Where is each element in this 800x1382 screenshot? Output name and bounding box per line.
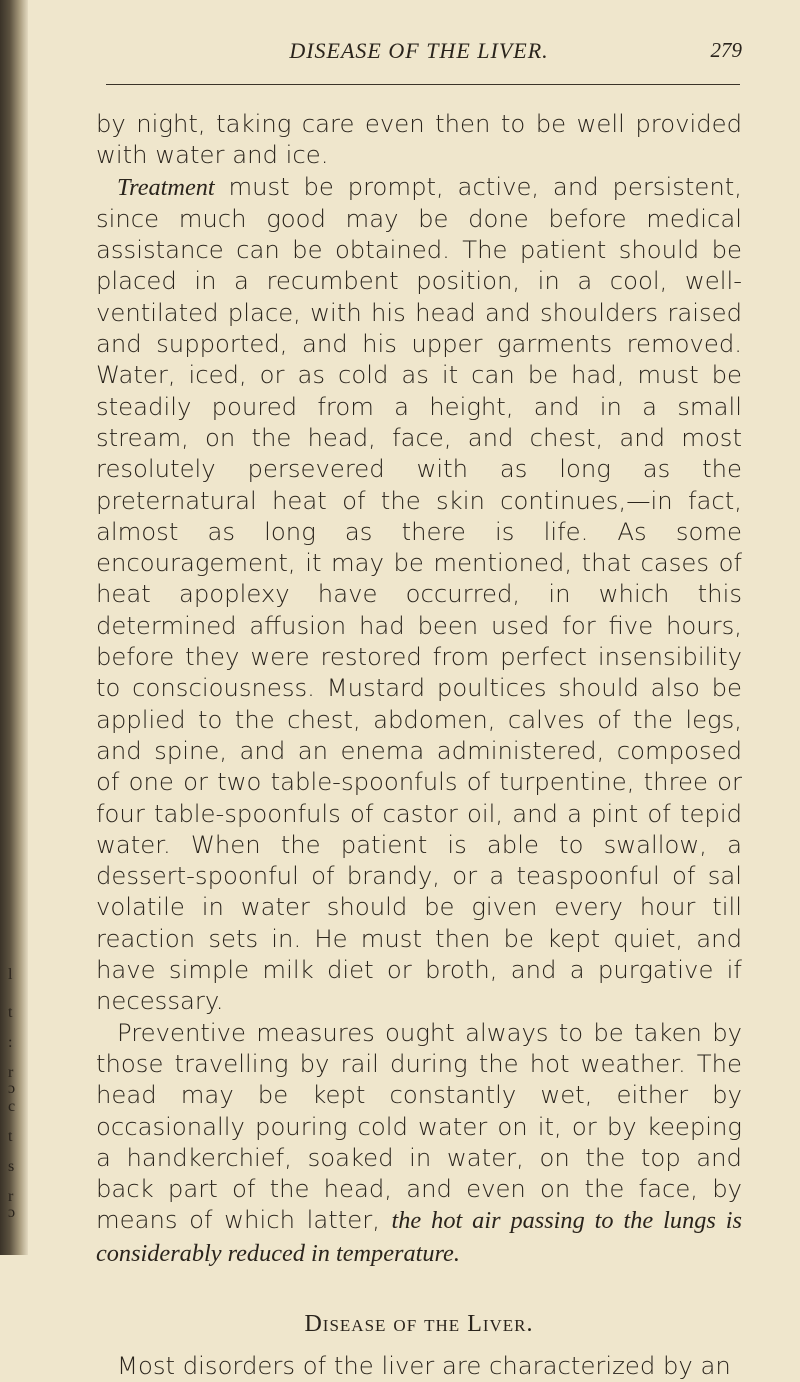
page-number: 279 — [710, 38, 742, 62]
paragraph-text: by night, taking care even then to be well provided with water and ice. — [96, 109, 742, 170]
running-head: DISEASE OF THE LIVER. — [289, 38, 549, 63]
section-heading: Disease of the Liver. — [304, 1310, 534, 1337]
italic-lead: Treatment — [117, 173, 215, 201]
book-page — [96, 38, 742, 1382]
gutter-mark: l — [8, 966, 13, 983]
gutter-mark: : — [8, 1034, 13, 1051]
paragraph — [96, 108, 742, 171]
gutter-mark: s — [8, 1158, 15, 1175]
body-text — [96, 108, 742, 1382]
gutter-mark: t — [8, 1128, 13, 1145]
book-binding-gutter — [0, 0, 28, 1255]
gutter-mark: r — [8, 1064, 14, 1081]
gutter-mark: r — [8, 1188, 14, 1205]
paragraph-text: Preventive measures ought always to be taken by those travelling by rail during the hot weather. The head may be kept constantly wet, either by occasionally pouring cold water on it, or by keeping a handkerchief, soaked in water, on the top and back part of the head, and even on the face, by means of which latter, — [96, 1017, 742, 1235]
gutter-mark: ɔ — [8, 1204, 16, 1221]
paragraph-text: Most disorders of the liver are characterized by an — [117, 1351, 731, 1381]
gutter-mark: c — [8, 1098, 16, 1115]
header-rule — [106, 84, 740, 85]
page-header — [96, 38, 742, 82]
paragraph-text: must be prompt, active, and persistent, since much good may be done before medical assistance can be obtained. The patient should be placed in a recumbent position, in a cool, well-ventilated place, with his head and shoulders raised and supported, and his upper garments removed. Water, iced, or as cold as it can be had, must be steadily poured from a height, and in a small stream, on the head, face, and chest, and most resolutely persevered with as long as the preternatural heat of the skin continues,—in fact, almost as long as there is life. As some encouragement, it may be mentioned, that cases of heat apoplexy have occurred, in which this determined affusion had been used for five hours, before they were restored from perfect insensibility to consciousness. Mustard poultices should also be applied to the chest, abdomen, calves of the legs, and spine, and an enema administered, composed of one or two table-spoonfuls of turpentine, three or four table-spoonfuls of castor oil, and a pint of tepid water. When the patient is able to swallow, a dessert-spoonful of brandy, or a teaspoonful of sal volatile in water should be given every hour till reaction sets in. He must then be kept quiet, and have simple milk diet or broth, and a purgative if necessary. — [96, 171, 742, 1016]
paragraph — [96, 1350, 742, 1381]
gutter-mark: t — [8, 1004, 13, 1021]
paragraph — [96, 171, 742, 1017]
gutter-mark: ɔ — [8, 1080, 16, 1097]
paragraph — [96, 1017, 742, 1269]
italic-phrase: the hot air passing to the lungs is considerably reduced in temperature. — [96, 1207, 742, 1267]
